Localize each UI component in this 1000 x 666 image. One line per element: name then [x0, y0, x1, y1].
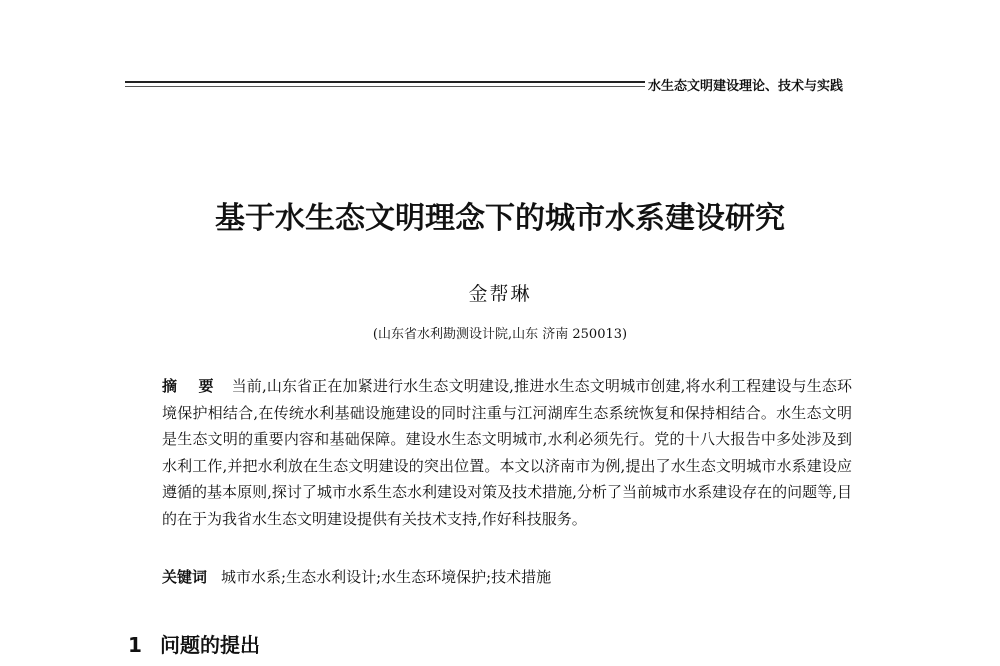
- section-heading: [128, 628, 628, 662]
- header-rule-thick: [125, 81, 645, 83]
- keywords-text: 城市水系;生态水利设计;水生态环境保护;技术措施: [221, 568, 552, 586]
- author-name: 金帮琳: [468, 283, 532, 305]
- abstract: [162, 373, 852, 563]
- section-title: 问题的提出: [160, 633, 260, 657]
- running-head: 水生态文明建设理论、技术与实践: [648, 79, 844, 94]
- header-rule-thin: [125, 86, 645, 87]
- abstract-label: 摘 要: [162, 377, 222, 395]
- keywords-label: 关键词: [162, 568, 208, 586]
- abstract-text: 当前,山东省正在加紧进行水生态文明建设,推进水生态文明城市创建,将水利工程建设与生态环境保护相结合,在传统水利基础设施建设的同时注重与江河湖库生态系统恢复和保持相结合。水生态文明是生态文明的重要内容和基础保障。建设水生态文明城市,水利必须先行。党的十八大报告中多处涉及到水利工作,并把水利放在生态文明建设的突出位置。本文以济南市为例,提出了水生态文明城市水系建设应遵循的基本原则,探讨了城市水系生态水利建设对策及技术措施,分析了当前城市水系建设存在的问题等,目的在于为我省水生态文明建设提供有关技术支持,作好科技服务。: [162, 377, 852, 528]
- paper-title: 基于水生态文明理念下的城市水系建设研究: [215, 201, 785, 236]
- keywords: [162, 564, 852, 590]
- author-affiliation: (山东省水利勘测设计院,山东 济南 250013): [372, 327, 628, 342]
- section-number: 1: [128, 633, 142, 657]
